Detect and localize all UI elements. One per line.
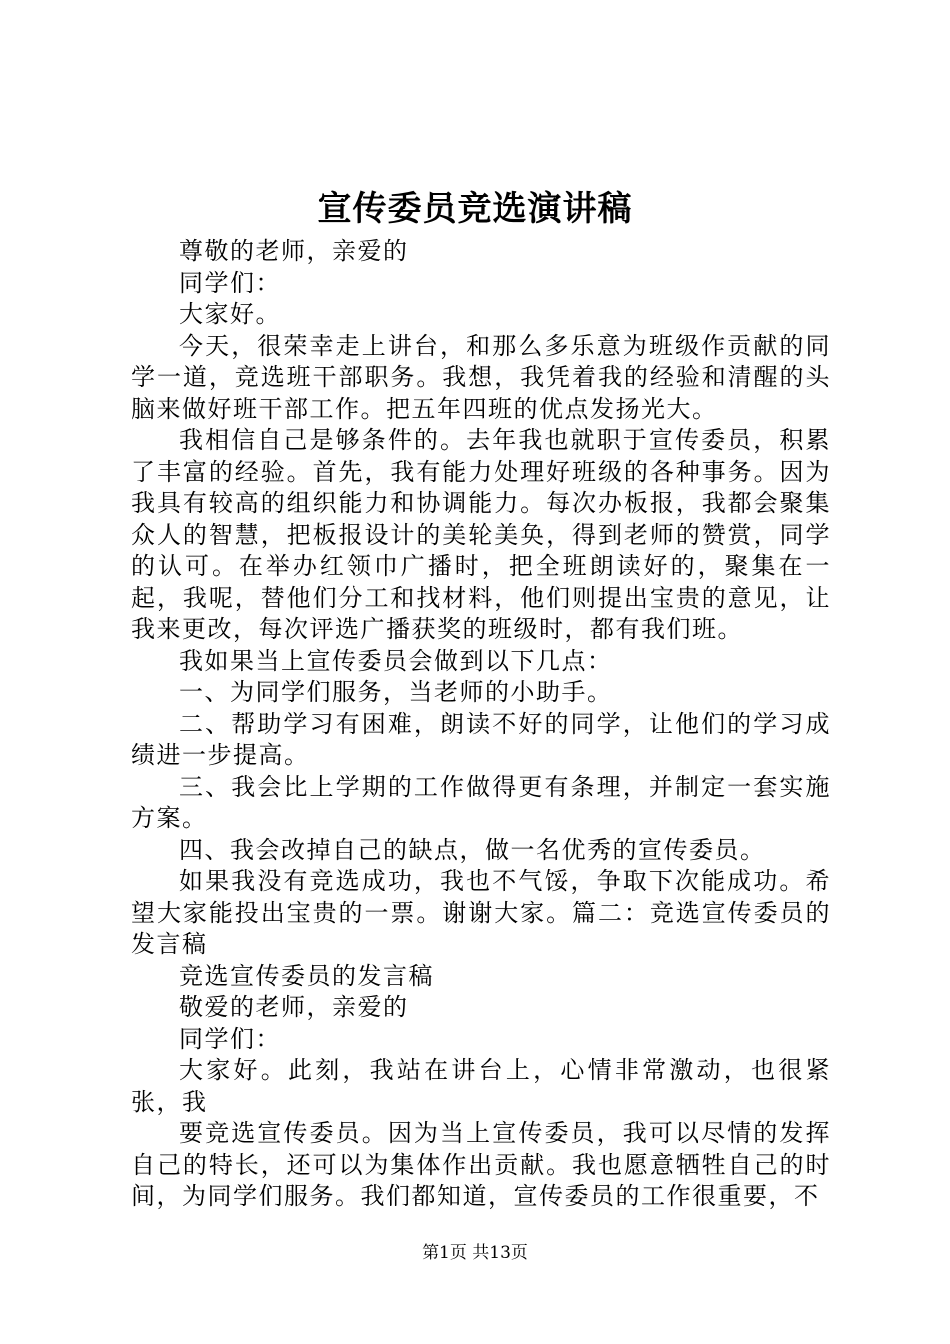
paragraph: 大家好。 [179, 300, 281, 328]
paragraph: 要竞选宣传委员。因为当上宣传委员，我可以尽情的发挥自己的特长，还可以为集体作出贡献。我也愿意牺牲自己的时间，为同学们服务。我们都知道，宣传委员的工作很重要，不 [131, 1119, 831, 1210]
paragraph: 四、我会改掉自己的缺点，做一名优秀的宣传委员。 [179, 835, 766, 864]
paragraph: 二、帮助学习有困难，朗读不好的同学，让他们的学习成绩进一步提高。 [131, 709, 831, 769]
paragraph: 大家好。此刻，我站在讲台上，心情非常激动，也很紧张，我 [131, 1056, 831, 1116]
paragraph: 同学们： [179, 268, 281, 297]
document-body [131, 236, 831, 1213]
page-footer: 第1页 共13页 [422, 1243, 528, 1263]
paragraph: 竞选宣传委员的发言稿 [179, 961, 434, 990]
paragraph: 同学们： [179, 1024, 281, 1053]
paragraph: 一、为同学们服务，当老师的小助手。 [179, 678, 613, 706]
paragraph: 尊敬的老师，亲爱的 [179, 237, 409, 265]
paragraph: 我如果当上宣传委员会做到以下几点： [179, 646, 613, 675]
paragraph: 我相信自己是够条件的。去年我也就职于宣传委员，积累了丰富的经验。首先，我有能力处理好班级的各种事务。因为我具有较高的组织能力和协调能力。每次办板报，我都会聚集众人的智慧，把板报设计的美轮美奂，得到老师的赞赏，同学的认可。在举办红领巾广播时，把全班朗读好的，聚集在一起，我呢，替他们分工和找材料，他们则提出宝贵的意见，让我来更改，每次评选广播获奖的班级时，都有我们班。 [131, 426, 831, 643]
paragraph: 如果我没有竞选成功，我也不气馁，争取下次能成功。希望大家能投出宝贵的一票。谢谢大家。篇二：竞选宣传委员的发言稿 [131, 867, 831, 958]
paragraph: 今天，很荣幸走上讲台，和那么多乐意为班级作贡献的同学一道，竞选班干部职务。我想，我凭着我的经验和清醒的头脑来做好班干部工作。把五年四班的优点发扬光大。 [131, 331, 831, 423]
document-title: 宣传委员竞选演讲稿 [317, 189, 633, 229]
paragraph: 三、我会比上学期的工作做得更有条理，并制定一套实施方案。 [131, 772, 831, 832]
paragraph: 敬爱的老师，亲爱的 [179, 993, 409, 1021]
